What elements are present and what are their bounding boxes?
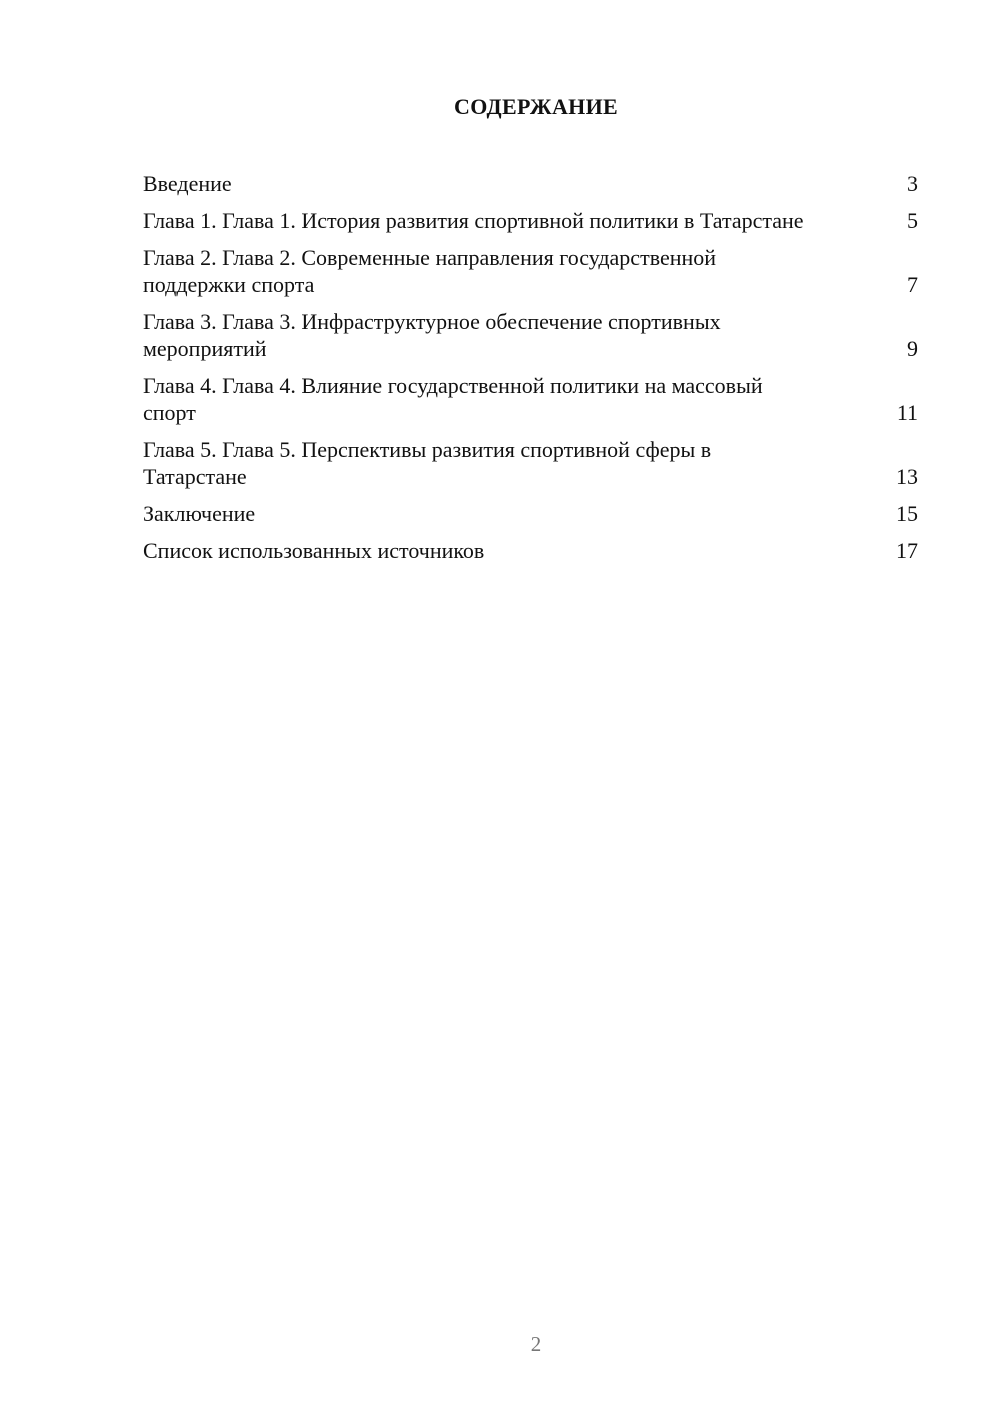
toc-entry-introduction: [143, 170, 918, 197]
toc-entry-chapter-4: [143, 372, 918, 426]
toc-heading: СОДЕРЖАНИЕ: [454, 94, 618, 119]
toc-entry-chapter-2: [143, 244, 918, 298]
toc-entry-chapter-1: [143, 207, 918, 234]
page-number: 2: [530, 1332, 542, 1356]
toc-entry-page: 15: [896, 501, 918, 526]
toc-entry-label: Глава 1. Глава 1. История развития спортивной политики в Татарстане: [143, 208, 804, 233]
toc-entry-page: 3: [907, 171, 918, 196]
toc-entry-label: Введение: [143, 171, 232, 196]
toc-entry-page: 11: [896, 400, 918, 425]
toc-entry-references: [143, 537, 918, 564]
toc-entry-label: Список использованных источников: [143, 538, 485, 563]
toc-entry-chapter-5: [143, 436, 918, 490]
toc-entry-page: 9: [907, 336, 918, 361]
toc-entry-chapter-3: [143, 308, 918, 362]
toc-entry-label: Глава 2. Глава 2. Современные направления государственной поддержки спорта: [143, 245, 717, 297]
toc-entry-label: Заключение: [143, 501, 256, 526]
toc-entry-page: 7: [907, 272, 918, 297]
toc-entry-page: 5: [907, 208, 918, 233]
toc-entry-label: Глава 5. Глава 5. Перспективы развития спортивной сферы в Татарстане: [143, 437, 712, 489]
toc-entry-page: 13: [896, 464, 918, 489]
table-of-contents: [143, 170, 918, 574]
toc-entry-label: Глава 3. Глава 3. Инфраструктурное обеспечение спортивных мероприятий: [143, 309, 721, 361]
toc-entry-page: 17: [896, 538, 918, 563]
toc-entry-label: Глава 4. Глава 4. Влияние государственной политики на массовый спорт: [143, 373, 763, 425]
toc-entry-conclusion: [143, 500, 918, 527]
